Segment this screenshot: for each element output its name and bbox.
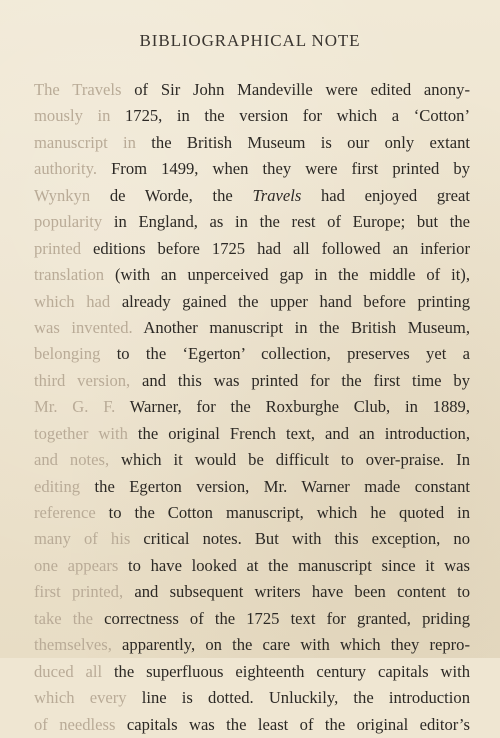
faded-text: of needless (34, 714, 116, 734)
faded-text: first printed, (34, 582, 124, 602)
line-text: correctness of the 1725 text for granted, priding (93, 608, 471, 628)
italic-title: Travels (252, 185, 302, 205)
line-text: From 1499, when they were first printed by (96, 159, 470, 179)
line-text: apparently, on the care with which they repro- (111, 635, 470, 655)
text-line (34, 632, 470, 658)
faded-text: The Travels (34, 80, 122, 99)
line-text: the original French text, and an introduction, (127, 423, 470, 443)
text-line (34, 474, 470, 500)
line-text: de Worde, the (90, 185, 253, 205)
text-line (34, 77, 470, 103)
faded-text: belonging (34, 344, 101, 364)
faded-text: reference (34, 503, 96, 522)
faded-text: Wynkyn (34, 185, 91, 205)
faded-text: take the (34, 608, 94, 628)
line-text: of Sir John Mandeville were edited anony- (121, 80, 470, 99)
faded-text: popularity (34, 212, 103, 232)
text-line (34, 236, 470, 262)
text-line (34, 130, 470, 156)
faded-text: Mr. G. F. (34, 397, 116, 417)
faded-text: themselves, (34, 635, 112, 655)
faded-text: editing (34, 476, 81, 496)
faded-text: one appears (34, 555, 119, 575)
line-text: to the Cotton manuscript, which he quoted in (95, 503, 470, 522)
line-text: the Egerton version, Mr. Warner made constant (80, 476, 470, 496)
text-line (34, 183, 470, 209)
line-text: already gained the upper hand before printing (110, 291, 470, 311)
line-text: the superfluous eighteenth century capitals with (102, 661, 470, 681)
faded-text: manuscript in (34, 132, 136, 152)
page-heading: BIBLIOGRAPHICAL NOTE (139, 31, 361, 50)
text-line (34, 606, 470, 632)
faded-text: third version, (34, 370, 131, 390)
text-line (34, 341, 470, 367)
text-line (34, 659, 470, 685)
line-text: to have looked at the manuscript since it was (118, 555, 470, 575)
line-text: and subsequent writers have been content to (123, 582, 470, 602)
line-text: which it would be difficult to over-praise. In (109, 450, 470, 470)
text-line (34, 289, 470, 315)
text-line (34, 394, 470, 420)
text-line (34, 209, 470, 235)
text-line (34, 262, 470, 288)
text-line (34, 579, 470, 605)
text-line (34, 712, 470, 738)
line-text: to the ‘Egerton’ collection, preserves yet a (100, 344, 470, 364)
faded-text: translation (34, 265, 105, 285)
text-line (34, 156, 470, 182)
line-text: 1725, in the version for which a ‘Cotton’ (110, 106, 470, 126)
line-text: and this was printed for the first time by (130, 370, 470, 390)
faded-text: and notes, (34, 450, 110, 470)
line-text: capitals was the least of the original editor’s (115, 714, 471, 734)
line-text: editions before 1725 had all followed an inferior (81, 238, 470, 258)
faded-text: many of his (34, 529, 131, 549)
line-text: the British Museum is our only extant (135, 132, 470, 152)
faded-text: which every (34, 688, 127, 708)
faded-text: printed (34, 238, 82, 258)
text-line (34, 526, 470, 552)
line-text: Another manuscript in the British Museum, (132, 317, 470, 337)
line-text: in England, as in the rest of Europe; but the (102, 212, 470, 232)
line-text: critical notes. But with this exception, no (130, 529, 470, 549)
faded-text: duced all (34, 661, 103, 681)
faded-text: authority. (34, 159, 97, 179)
text-line (34, 447, 470, 473)
line-text: Warner, for the Roxburghe Club, in 1889, (115, 397, 470, 417)
text-line (34, 685, 470, 711)
body-text (34, 77, 470, 738)
faded-text: together with (34, 423, 128, 443)
text-line (34, 103, 470, 129)
faded-text: which had (34, 291, 111, 311)
text-line (34, 368, 470, 394)
line-text: line is dotted. Unluckily, the introduction (126, 688, 470, 708)
text-line (34, 500, 470, 526)
text-line (34, 315, 470, 341)
line-text: (with an unperceived gap in the middle of it), (104, 265, 470, 285)
line-text: had enjoyed great (301, 185, 470, 205)
text-line (34, 553, 470, 579)
faded-text: was invented. (34, 317, 133, 337)
faded-text: mously in (34, 106, 111, 126)
text-line (34, 421, 470, 447)
